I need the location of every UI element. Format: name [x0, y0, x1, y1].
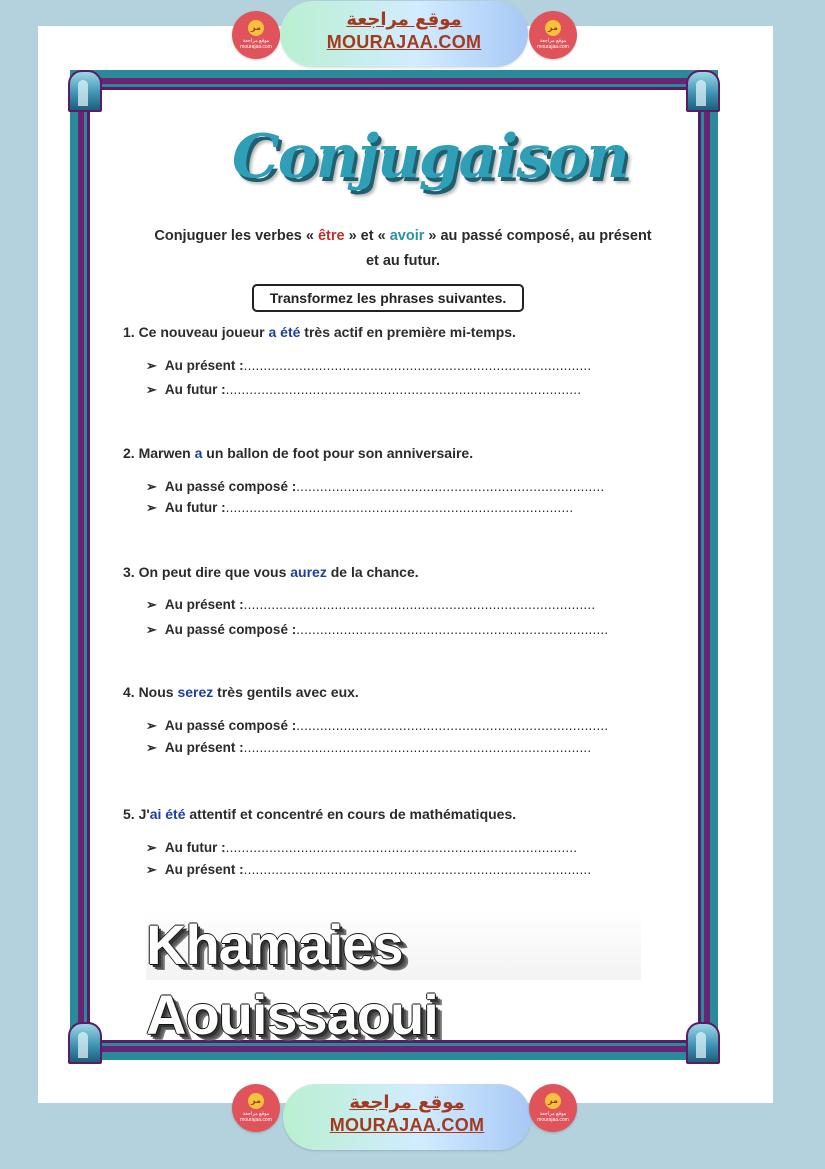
answer-blank[interactable]: ........................................................................................: [243, 862, 592, 877]
exercise-sentence: [123, 445, 473, 461]
arrow-bullet-icon: ➢: [146, 718, 157, 733]
arrow-bullet-icon: ➢: [146, 840, 157, 855]
answer-label: Au passé composé :: [164, 718, 297, 733]
sentence-text: 1. Ce nouveau joueur: [123, 324, 269, 340]
answer-line[interactable]: [146, 862, 591, 878]
answer-label: Au présent :: [164, 740, 244, 755]
answer-line[interactable]: [146, 382, 581, 398]
logo-mark: مر: [545, 1093, 561, 1109]
sentence-text: 4. Nous: [123, 684, 178, 700]
exercise-sentence: [123, 806, 516, 822]
conjugated-verb: aurez: [290, 564, 327, 580]
answer-line[interactable]: [146, 840, 577, 856]
exercise-sentence: [123, 564, 419, 580]
answer-line[interactable]: [146, 740, 591, 756]
task-box: Transformez les phrases suivantes.: [252, 284, 524, 312]
sentence-text: 3. On peut dire que vous: [123, 564, 291, 580]
banner-arabic-text[interactable]: موقع مراجعة: [349, 1092, 465, 1113]
answer-label: Au futur :: [164, 382, 226, 397]
logo-mark: مر: [545, 20, 561, 36]
arrow-bullet-icon: ➢: [146, 358, 157, 373]
sentence-text: 5. J': [123, 806, 150, 822]
answer-label: Au futur :: [164, 840, 226, 855]
site-logo-badge-right: [529, 1084, 577, 1132]
site-banner-bottom[interactable]: [283, 1084, 531, 1150]
answer-blank[interactable]: ........................................................................................: [243, 358, 592, 373]
answer-line[interactable]: [146, 479, 604, 495]
instruction-part: Conjuguer les verbes «: [154, 228, 318, 244]
answer-line[interactable]: [146, 358, 591, 374]
answer-label: Au présent :: [164, 597, 244, 612]
logo-mark: مر: [248, 20, 264, 36]
sentence-text: 2. Marwen: [123, 445, 195, 461]
instruction-part: » au passé composé, au présent: [424, 228, 652, 244]
answer-blank[interactable]: ........................................................................................: [225, 500, 574, 515]
answer-label: Au futur :: [164, 500, 226, 515]
conjugated-verb: a été: [268, 324, 301, 340]
answer-blank[interactable]: .........................................................................................: [243, 597, 596, 612]
sentence-text: attentif et concentré en cours de mathématiques.: [185, 806, 517, 822]
verb-avoir: avoir: [389, 228, 425, 244]
author-signature: Khamaies Aouissaoui: [146, 910, 641, 980]
answer-line[interactable]: [146, 622, 608, 638]
exercise-sentence: [123, 324, 516, 340]
logo-text: موقع مراجعة mourajaa.com: [537, 38, 569, 50]
logo-text: موقع مراجعة mourajaa.com: [240, 38, 272, 50]
arrow-bullet-icon: ➢: [146, 382, 157, 397]
answer-blank[interactable]: ..........................................................................................: [225, 382, 582, 397]
answer-line[interactable]: [146, 597, 595, 613]
sentence-text: très gentils avec eux.: [213, 684, 359, 700]
answer-label: Au passé composé :: [164, 479, 297, 494]
logo-mark: مر: [248, 1093, 264, 1109]
banner-arabic-text[interactable]: موقع مراجعة: [346, 9, 462, 30]
conjugated-verb: ai été: [149, 806, 186, 822]
verb-etre: être: [317, 228, 345, 244]
banner-site-link[interactable]: MOURAJAA.COM: [326, 32, 482, 52]
answer-label: Au présent :: [164, 862, 244, 877]
answer-blank[interactable]: ...............................................................................: [296, 622, 609, 637]
sentence-text: très actif en première mi-temps.: [300, 324, 516, 340]
arrow-bullet-icon: ➢: [146, 740, 157, 755]
answer-blank[interactable]: ........................................................................................: [243, 740, 592, 755]
sentence-text: un ballon de foot pour son anniversaire.: [202, 445, 474, 461]
instruction-part: » et «: [344, 228, 390, 244]
answer-blank[interactable]: ...............................................................................: [296, 718, 609, 733]
arrow-bullet-icon: ➢: [146, 622, 157, 637]
answer-label: Au présent :: [164, 358, 244, 373]
answer-blank[interactable]: .........................................................................................: [225, 840, 578, 855]
arrow-bullet-icon: ➢: [146, 500, 157, 515]
answer-blank[interactable]: ..............................................................................: [296, 479, 605, 494]
logo-text: موقع مراجعة mourajaa.com: [240, 1111, 272, 1123]
arrow-bullet-icon: ➢: [146, 479, 157, 494]
instruction-text: [120, 224, 686, 274]
sentence-text: de la chance.: [326, 564, 419, 580]
site-logo-badge-left: [232, 1084, 280, 1132]
banner-site-link[interactable]: MOURAJAA.COM: [329, 1115, 485, 1135]
arrow-bullet-icon: ➢: [146, 862, 157, 877]
instruction-part: et au futur.: [365, 253, 441, 269]
worksheet-title: Conjugaison: [232, 122, 628, 192]
conjugated-verb: serez: [177, 684, 214, 700]
answer-line[interactable]: [146, 500, 573, 516]
answer-label: Au passé composé :: [164, 622, 297, 637]
logo-text: موقع مراجعة mourajaa.com: [537, 1111, 569, 1123]
conjugated-verb: a: [194, 445, 203, 461]
arrow-bullet-icon: ➢: [146, 597, 157, 612]
exercise-sentence: [123, 684, 359, 700]
answer-line[interactable]: [146, 718, 608, 734]
